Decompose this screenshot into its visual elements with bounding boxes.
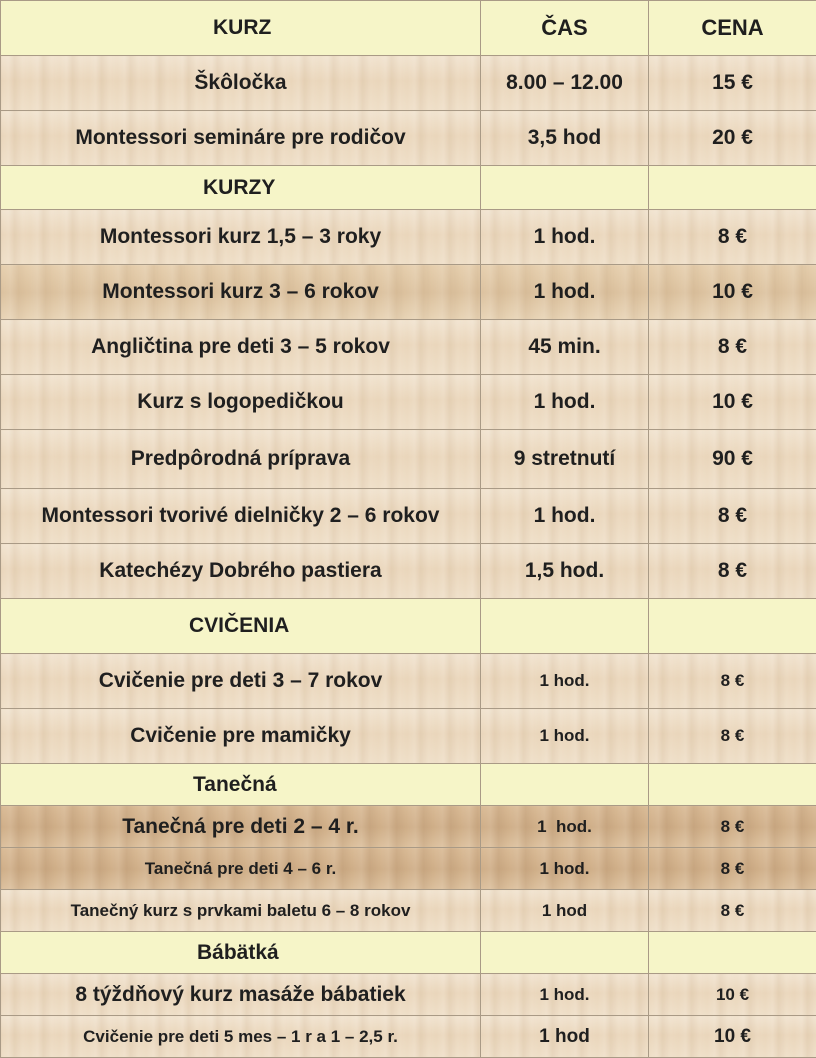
empty-cell — [649, 932, 816, 974]
course-time: 1 hod. — [481, 210, 649, 265]
course-price: 10 € — [649, 1016, 816, 1058]
table-row — [1, 210, 816, 265]
course-price: 20 € — [649, 111, 816, 166]
section-title — [1, 166, 481, 210]
section-title — [1, 764, 481, 806]
course-time: 1 hod — [481, 890, 649, 932]
course-name: Montessori kurz 1,5 – 3 roky — [1, 210, 481, 265]
course-name: Montessori tvorivé dielničky 2 – 6 rokov — [1, 489, 481, 544]
section-title — [1, 932, 481, 974]
header-kurz — [1, 1, 481, 56]
table-row — [1, 111, 816, 166]
course-price: 8 € — [649, 489, 816, 544]
table-row — [1, 1016, 816, 1058]
course-price: 8 € — [649, 890, 816, 932]
course-name: Angličtina pre deti 3 – 5 rokov — [1, 320, 481, 375]
course-time: 3,5 hod — [481, 111, 649, 166]
table-row — [1, 709, 816, 764]
course-name: Kurz s logopedičkou — [1, 375, 481, 430]
table-row — [1, 375, 816, 430]
course-price: 8 € — [649, 320, 816, 375]
table-row — [1, 489, 816, 544]
course-name: Tanečná pre deti 2 – 4 r. — [1, 806, 481, 848]
course-time: 8.00 – 12.00 — [481, 56, 649, 111]
empty-cell — [649, 166, 816, 210]
course-name: Katechézy Dobrého pastiera — [1, 544, 481, 599]
course-time: 1 hod. — [481, 265, 649, 320]
course-price: 8 € — [649, 709, 816, 764]
course-time: 1 hod. — [481, 709, 649, 764]
course-price: 10 € — [649, 265, 816, 320]
header-cena: CENA — [649, 1, 816, 56]
course-name: Škôločka — [1, 56, 481, 111]
course-price: 10 € — [649, 375, 816, 430]
empty-cell — [649, 599, 816, 654]
header-kurz-label: KURZ — [1, 16, 271, 39]
course-time: 1 hod. — [481, 489, 649, 544]
section-row — [1, 599, 816, 654]
table-row — [1, 848, 816, 890]
course-name: Cvičenie pre deti 3 – 7 rokov — [1, 654, 481, 709]
course-price: 8 € — [649, 848, 816, 890]
course-price: 8 € — [649, 210, 816, 265]
course-price: 8 € — [649, 806, 816, 848]
section-row — [1, 166, 816, 210]
section-row — [1, 932, 816, 974]
table-row — [1, 265, 816, 320]
table-row — [1, 544, 816, 599]
section-row — [1, 764, 816, 806]
course-time: 1 hod. — [481, 375, 649, 430]
empty-cell — [649, 764, 816, 806]
course-name: Cvičenie pre deti 5 mes – 1 r a 1 – 2,5 r. — [1, 1016, 481, 1058]
course-time: 45 min. — [481, 320, 649, 375]
empty-cell — [481, 599, 649, 654]
course-price: 8 € — [649, 654, 816, 709]
course-time: 1 hod. — [481, 806, 649, 848]
course-name: Cvičenie pre mamičky — [1, 709, 481, 764]
section-label: Tanečná — [1, 773, 277, 796]
course-time: 1 hod. — [481, 654, 649, 709]
header-cas: ČAS — [481, 1, 649, 56]
course-time: 9 stretnutí — [481, 430, 649, 489]
course-price: 8 € — [649, 544, 816, 599]
table-row — [1, 654, 816, 709]
course-name: Tanečná pre deti 4 – 6 r. — [1, 848, 481, 890]
empty-cell — [481, 166, 649, 210]
course-name: Montessori kurz 3 – 6 rokov — [1, 265, 481, 320]
empty-cell — [481, 764, 649, 806]
table-header-row — [1, 1, 816, 56]
section-label: KURZY — [1, 176, 275, 199]
table-row — [1, 806, 816, 848]
course-time: 1,5 hod. — [481, 544, 649, 599]
course-price: 15 € — [649, 56, 816, 111]
course-name: 8 týždňový kurz masáže bábatiek — [1, 974, 481, 1016]
section-title — [1, 599, 481, 654]
section-label: Bábätká — [1, 941, 279, 964]
course-time: 1 hod. — [481, 848, 649, 890]
course-price: 10 € — [649, 974, 816, 1016]
course-price: 90 € — [649, 430, 816, 489]
table-row — [1, 56, 816, 111]
table-row — [1, 890, 816, 932]
course-name: Tanečný kurz s prvkami baletu 6 – 8 rokov — [1, 890, 481, 932]
table-row — [1, 320, 816, 375]
section-label: CVIČENIA — [1, 614, 289, 637]
empty-cell — [481, 932, 649, 974]
table-row — [1, 430, 816, 489]
course-name: Montessori semináre pre rodičov — [1, 111, 481, 166]
table-row — [1, 974, 816, 1016]
course-name: Predpôrodná príprava — [1, 430, 481, 489]
course-time: 1 hod — [481, 1016, 649, 1058]
course-time: 1 hod. — [481, 974, 649, 1016]
